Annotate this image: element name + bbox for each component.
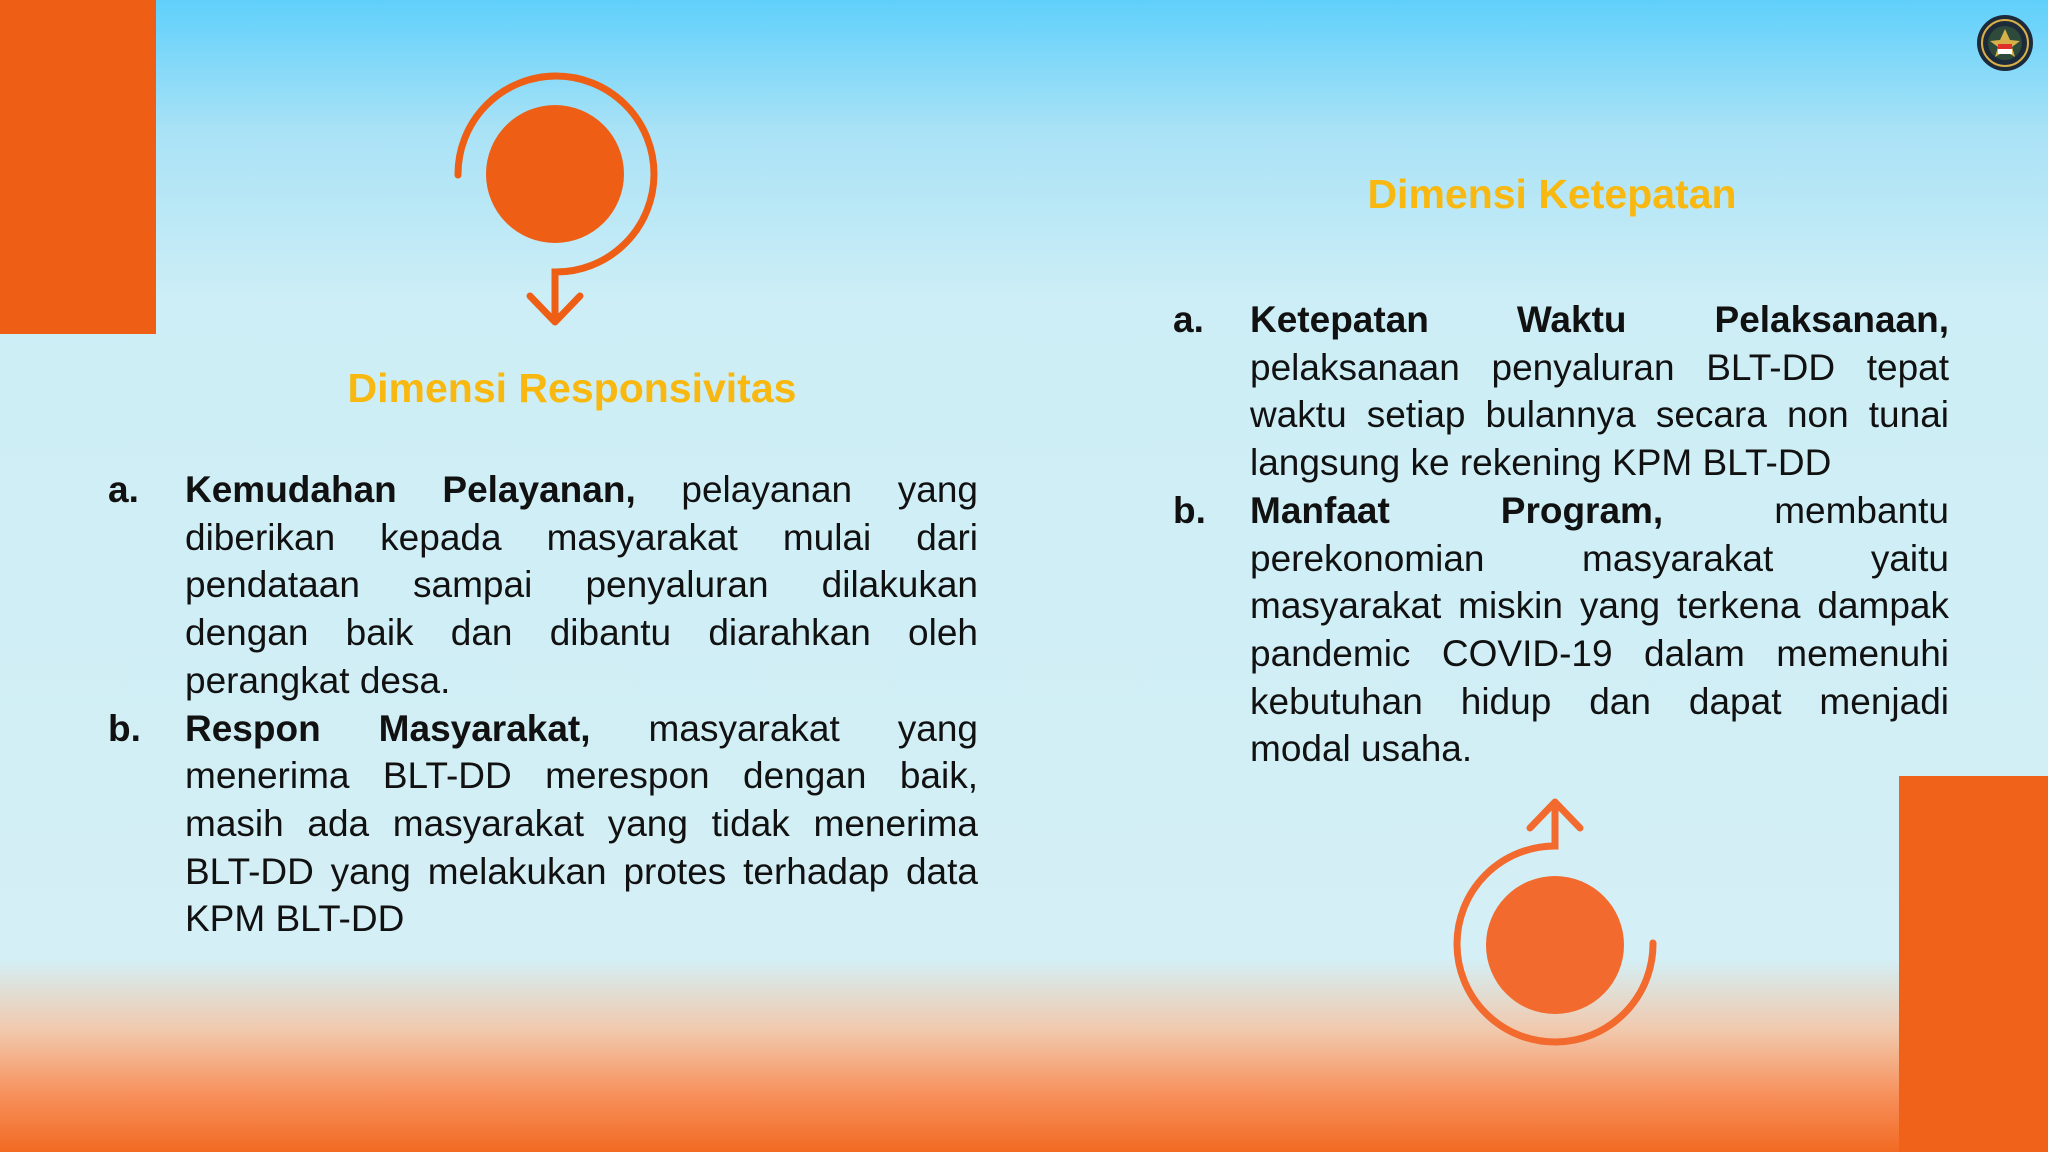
- heading-dimensi-responsivitas: Dimensi Responsivitas: [347, 365, 797, 411]
- list-marker: b.: [108, 707, 141, 749]
- list-item: [1173, 487, 1949, 773]
- item-title: Ketepatan Waktu Pelaksanaan,: [1250, 299, 1949, 340]
- list-item: [108, 705, 978, 944]
- list-item: [108, 466, 978, 705]
- item-title: Respon Masyarakat,: [185, 707, 591, 749]
- ketepatan-list: [1173, 296, 1949, 773]
- heading-dimensi-ketepatan: Dimensi Ketepatan: [1367, 171, 1737, 217]
- circle-arrow-up-icon: [1440, 790, 1670, 1052]
- item-text: membantu perekonomian masyarakat yaitu masyarakat miskin yang terkena dampak pandemic COVID-19 dalam memenuhi kebutuhan hidup dan dapat menjadi modal usaha.: [1250, 489, 1950, 770]
- item-text: pelayanan yang diberikan kepada masyarakat mulai dari pendataan sampai penyaluran dilakukan dengan baik dan dibantu diarahkan oleh perangkat desa.: [185, 469, 979, 701]
- list-item: [1173, 296, 1949, 487]
- responsivitas-list: [108, 466, 978, 943]
- item-text: masyarakat yang menerima BLT-DD merespon dengan baik, masih ada masyarakat yang tidak menerima BLT-DD yang melakukan protes terhadap data KPM BLT-DD: [185, 707, 979, 940]
- orange-corner-block-bottom-right: [1899, 776, 2048, 1152]
- item-title: Manfaat Program,: [1250, 489, 1664, 531]
- list-marker: a.: [108, 469, 139, 510]
- list-marker: b.: [1173, 489, 1206, 531]
- emblem-seal-icon: [1976, 14, 2034, 72]
- circle-arrow-down-icon: [444, 62, 674, 334]
- item-title: Kemudahan Pelayanan,: [185, 469, 636, 510]
- item-text: pelaksanaan penyaluran BLT-DD tepat waktu setiap bulannya secara non tunai langsung ke rekening KPM BLT-DD: [1250, 346, 1949, 484]
- list-marker: a.: [1173, 299, 1204, 340]
- orange-corner-block-top-left: [0, 0, 156, 334]
